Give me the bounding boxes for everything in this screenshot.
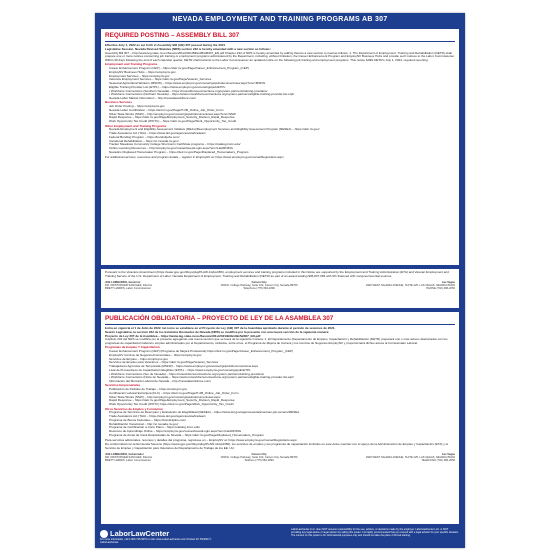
list-item: Lista de Proveedores de Capacitación Elegibles (ETPL) – https://www.employnv.gov/vosnet/gsipub/ETPL: [109, 367, 251, 372]
list-item: Nevada Labor Certification – https://detr.nv.gov/Page/H-2B_Online_Job_Order_Form: [109, 107, 224, 112]
section-heading: Other Employment and Training Programs: [105, 123, 167, 128]
list-item: Rapid Response – https://detr.nv.gov/Page/Employment_Security_Division_Rapid_Response: [109, 398, 235, 403]
english-notice-box: [101, 269, 459, 308]
poster-title: NEVADA EMPLOYMENT AND TRAINING PROGRAMS AB 307: [95, 13, 465, 26]
list-item: Nevada Labor Market Information – http://nevadaworkforce.com/: [109, 96, 197, 101]
list-item: Nevada Employment and Eligibility Assessment Initiative (REAs)/Reemployment Services and Eligibility Assessment Program (RESEA) – https://detr.nv.gov/: [109, 127, 320, 132]
signature-line: JOE LOMBARDO, Governor: [105, 280, 141, 284]
ab-paragraph: Capítulo 232 del NRS se modifica por la presente agregando una nueva sección que se leerá de la siguiente manera: 1. El Departamento (Departamento de Empleo, Capacitación y Rehabilitación (DETR) preparará uno o más avisos relacionados con los programas de capacitación laboral o empleo administrados por el Departamento, incluidos, entre otros, el Programa de Mejora de Carrera y los Centros de Negocios EmployNV y proporcionará dichos avisos al Comisionado Laboral.: [105, 337, 448, 345]
list-item: Rapid Response – https://detr.nv.gov/Page/Employment_Security_Division_Rapid_Response: [109, 115, 235, 120]
list-item: Federal Bonding Program – https://bonds4jobs.com/: [109, 134, 180, 139]
list-item: • Workforce Connections (Norte de Nevada) – https://www.nvworkforceconnections.org/system-partners/eligible-training-provider-list-etpl/: [109, 375, 294, 380]
list-es-2: [105, 388, 455, 407]
list-item: Programa de Bonos Federales – https://bonds4jobs.com/: [109, 417, 187, 422]
notice-text: De conformidad con la Enmienda Stevens (https://www.gpo.gov/fdsys/pkg/PLAW-112publ56), los servicios de empleo y los programas de capacitación incluidos en este Aviso cuentan con el apoyo de la Administración de Empleo y Capacitación (ETA) y el Servicio de Empleo y Capacitación para Veteranos del Departamento de Trabajo de los EE. UU.: [105, 442, 448, 451]
signature-line: BRETT HARRIS, Labor Commissioner: [105, 286, 151, 290]
list-item: EmployNV Business Hubs – https://employnv.gov: [109, 69, 176, 74]
list-item: Work Opportunity Tax Credit (WOTC) https://detr.nv.gov/Page/Work_Opportunity_Tax_Credit: [109, 402, 234, 407]
sig-right: [366, 453, 455, 462]
signature-line: TELÉFONO (702) 486-2650: [421, 458, 455, 462]
divider: [105, 41, 455, 42]
list-es-3: [105, 411, 455, 437]
spanish-body: [101, 327, 459, 451]
divider: [105, 324, 455, 325]
intro-line: Legislative Session, Nevada Revised Statutes (NRS) section 232 is hereby amended with a new section as follows:: [105, 46, 271, 51]
poster: [95, 13, 465, 548]
list-en-1: [105, 67, 455, 101]
footer: [95, 526, 465, 548]
list-item: Trade Assistance Act (TAA) – https://www.dol.gov/agencies/eta/tradeact: [109, 131, 206, 136]
list-item: Programa de Certificación a Corto Plazo – https://catalog.tmcc.edu/: [109, 425, 200, 430]
english-section: [101, 29, 459, 265]
list-item: Eligible Training Provider List (ETPL) – https://www.employnv.gov/vosnet/gsipub/ETPL: [109, 84, 226, 89]
list-item: Rehabilitación Vocacional – http://vr.nevada.nv.gov/: [109, 421, 179, 426]
list-item: Servicios de Empleo – https://employnv.gov: [109, 356, 168, 361]
ab-line: Proyecto de Ley 307 de la Asamblea – https://www.leg.state.nv.us/Session/81st2021/Bills/AB/AB307_EN.pdf: [105, 333, 261, 338]
list-item: Programa de Amas de Casa Desplazadas de Nevada – https://detr.nv.gov/Page/Displaced_Homemakers_Program: [109, 432, 264, 437]
signature-line: Las Vegas: [441, 280, 455, 284]
brand-logo: [100, 529, 169, 538]
list-item: Employment Services – https://employnv.gov: [109, 73, 170, 78]
list-item: Online Learning Resources – http://employnv.gov/vosnet/GuestLogin.aspx?enc=LEARNING: [109, 146, 234, 151]
list-es-1: [105, 350, 455, 384]
list-item: Certificación Laboral Extranjera (FLC) – https://detr.nv.gov/Page/H-2B_Online_Job_Order_Form: [109, 390, 239, 395]
list-item: Programa de Servicios de Reempleo y Evaluación de Elegibilidad (RESEA) – https://www.dol.gov/agencies/eta/american-job-centers/RESEA: [109, 410, 300, 415]
more-info: For additional services, resources and program details – register in EmployNV at: https://www.employnv.gov/vosnet/Registrants.aspx: [105, 154, 284, 159]
signature-line: 1818 E. College Parkway, Suite 102, Carson City, Nevada 89706: [220, 455, 298, 459]
list-item: Silver State Works (SSW) – http://employnv.gov/vosnet/gsipub/documentview.aspx: [109, 394, 221, 399]
signature-line: Las Vegas: [441, 452, 455, 456]
intro-line: Entra en vigencia el 1 de Julio de 2022, tal como se establece en el Proyecto de Ley (AB) 307 de la Asamblea aprobado durante el período de sesiones de 2021.: [105, 326, 336, 330]
signature-line: DR. KRISTOPHER SANCHEZ, Director: [105, 283, 153, 287]
sig-center: [220, 453, 297, 462]
list-item: Seasonal Agricultural Workers (MSFW) – https://www.employnv.gov/vosnet/gsipub/documentview.aspx?enc=MSFW: [109, 81, 266, 86]
section-heading: Servicios Empresariales: [105, 383, 141, 388]
signature-line: Carson City: [251, 452, 267, 456]
section-heading: Employment and Training Programs: [105, 62, 158, 67]
intro-line: Sesión Legislativa, la sección 232 de los Estatutos Revisados de Nevada (NRS) se modifica por la presente con una nueva sección de la siguiente manera:: [105, 329, 330, 334]
sig-right: [366, 281, 455, 290]
footer-info: For more information, call 1-800-745-9970 or visit: www.LaborLawCenter.com Product ID: PS3000 © LaborLawCenter: [100, 538, 212, 544]
section-heading: Otros Servicios de Empleo y Formación: [105, 406, 163, 411]
signature-line: 3300 WEST SAHARA AVENUE, SUITE 225, LAS VEGAS, NEVADA 89102: [365, 283, 455, 287]
signature-line: 1818 E. College Parkway, Suite 102, Carson City, Nevada 89706: [220, 283, 298, 287]
list-item: Trabajadores Agrícolas de Temporada (MSFW) – https://www.employnv.gov/vosnet/gsipub/documentview.aspx: [109, 364, 259, 369]
list-item: Tracker Meadows Community College Short-term Certificate programs – https://catalog.tmcc.edu/: [109, 142, 241, 147]
list-item: Career Enhancement Program (CEP) – https://detr.nv.gov/Page/Career_Enhancement_Program_(CEP): [109, 66, 249, 71]
sig-left: [105, 281, 152, 290]
english-title: REQUIRED POSTING – ASSEMBLY BILL 307: [105, 32, 240, 39]
list-item: Vocational Rehabilitation – https://vr.nevada.nv.gov/: [109, 138, 179, 143]
signature-line: JOE LOMBARDO, Gobernador: [105, 452, 144, 456]
signature-line: 3300 WEST SAHARA AVENUE, SUITE 225, LAS VEGAS, NEVADA 89102: [365, 455, 455, 459]
logo-mark-icon: [100, 530, 108, 538]
list-item: Servicios de Empleo para Veteranos – https://detr.nv.gov/Page/Veteran_Services: [109, 360, 219, 365]
footer-disclaimer: LaborLawCenter LLC. does NOT assume responsibility for the use, actions, or decisions made by the employer. LaborLawCenter LLC. is NOT providing any legal advice or legal opinion by selling this poster. It is highly recommended that you consult with a legal advisor for your specific situation. The content on this poster is for informational purposes only and should not take the place of formal training.: [291, 528, 459, 537]
sig-left: [105, 453, 152, 462]
signature-line: DR. KRISTOPHER SANCHEZ, Director: [105, 455, 153, 459]
sig-center: [220, 281, 297, 290]
list-item: Trade Assistance Act (TAA) – https://www.dol.gov/agencies/eta/tradeact: [109, 414, 206, 419]
list-item: Nevada's Displaced Homemaker Program – https://detr.nv.gov/Page/Displaced_Homemakers_Program: [109, 149, 249, 154]
notice-text: Pursuant to the Veterans Amendment (https://www.gpo.gov/fdsys/pkg/PLAW-112publ56), employment services and training programs included in this Notice are supported by the Employment and Training Administration (ETA) and Veteran Employment and Training Service of the U.S. Department of Labor. Nevada Department of Employment, Training and Rehabilitation (DETR) as part of an award totaling $35,837,083 with 0% financed with nongovernmental sources.: [105, 270, 449, 278]
list-item: Work Opportunity Tax Credit (WOTC) – https://detr.nv.gov/Page/Work_Opportunity_Tax_Credit: [109, 119, 237, 124]
list-item: Veterans Employment Services – https://detr.nv.gov/Page/Veteran_Services: [109, 77, 212, 82]
more-info: Para servicios adicionales, recursos y detalles del programa, regístrese en – EmployNV at: https://www.employnv.gov/vosnet/Registrants.aspx: [105, 437, 297, 442]
signature-line: Teléfono (775) 684-1890: [244, 458, 274, 462]
signature-block: [101, 453, 459, 462]
list-item: EmployNV Centros de Negocios/Comerciales – https://employnv.gov: [109, 352, 202, 357]
intro-line: Effective July 1, 2022 as set forth in Assembly Bill (AB) 307 passed during the 2021: [105, 43, 226, 47]
list-en-2: [105, 105, 455, 124]
list-item: • Workforce Connections (Northern Nevada) – https://www.nvworkforceconnections.org/system-partners/eligible-training-provider-list-etpl/: [109, 92, 294, 97]
signature-block: [101, 281, 459, 290]
list-item: Información del Mercado Laboral de Nevada – http://nevadaworkforce.com/: [109, 379, 211, 384]
english-body: [101, 44, 459, 159]
ab-paragraph: Assembly Bill 307 – http://www.leg.state.nv.us/Session/81st2021/Bills/AB/AB307_EN.pdf Chapter 232 of NRS is hereby amended by adding thereto a new section to read as follows: 1. The Department of Employment, Training and Rehabilitation (DETR) shall prepare one or more notices concerning job training or employment programs administered by the Department, including, without limitation, the Career Enhancement Program and EmployNV Business Hubs and provide such notices to the Labor Commissioner. Within 30 days following the end of each calendar quarter, DETR shall transmit to the Labor Commissioner an updated notice on the following job training and employment programs. This notice fulfills DETR's July 1, 2023, required reporting.: [105, 50, 455, 62]
list-item: Recursos de Aprendizaje Online – https://employnv.gov/vosnet/GuestLogin.aspx?enc=LEARNING: [109, 429, 242, 434]
brand-name: LaborLawCenter: [110, 529, 170, 538]
list-item: • Workforce Connections (Sur de Nevada) – https://nvworkforceconnections.org/system-partners/training-providers/: [109, 371, 265, 376]
signature-line: BRETT HARRIS, Labor Commissioner: [105, 458, 151, 462]
list-item: • Workforce Connections (Southern Nevada) – https://nvworkforceconnections.org/system-partners/training-providers/: [109, 88, 268, 93]
section-heading: Programas de Empleo Y Capacitación: [105, 345, 160, 350]
signature-line: Carson City: [251, 280, 267, 284]
list-item: Job Order Posting – https://employnv.gov: [109, 104, 165, 109]
list-item: Career Enhancement Program (CEP) (Programa de Mejora Profesional) https://detr.nv.gov/Page/Career_Enhancement_Program_(CEP): [109, 349, 294, 354]
signature-line: Telephone (775) 684-1890: [243, 286, 275, 290]
list-en-3: [105, 128, 455, 154]
list-item: Publicación de Pedidos de Trabajo – https://employnv.gov: [109, 387, 188, 392]
spanish-section: [101, 312, 459, 524]
signature-line: PHONE (702) 486-2650: [426, 286, 455, 290]
spanish-title: PUBLICACIÓN OBLIGATORIA – PROYECTO DE LEY DE LA ASAMBLEA 307: [105, 315, 334, 322]
section-heading: Business Services: [105, 100, 132, 105]
list-item: Silver State Works (SSW) – http://employnv.gov/vosnet/gsipub/documentview.aspx?enc=SSW: [109, 111, 236, 116]
